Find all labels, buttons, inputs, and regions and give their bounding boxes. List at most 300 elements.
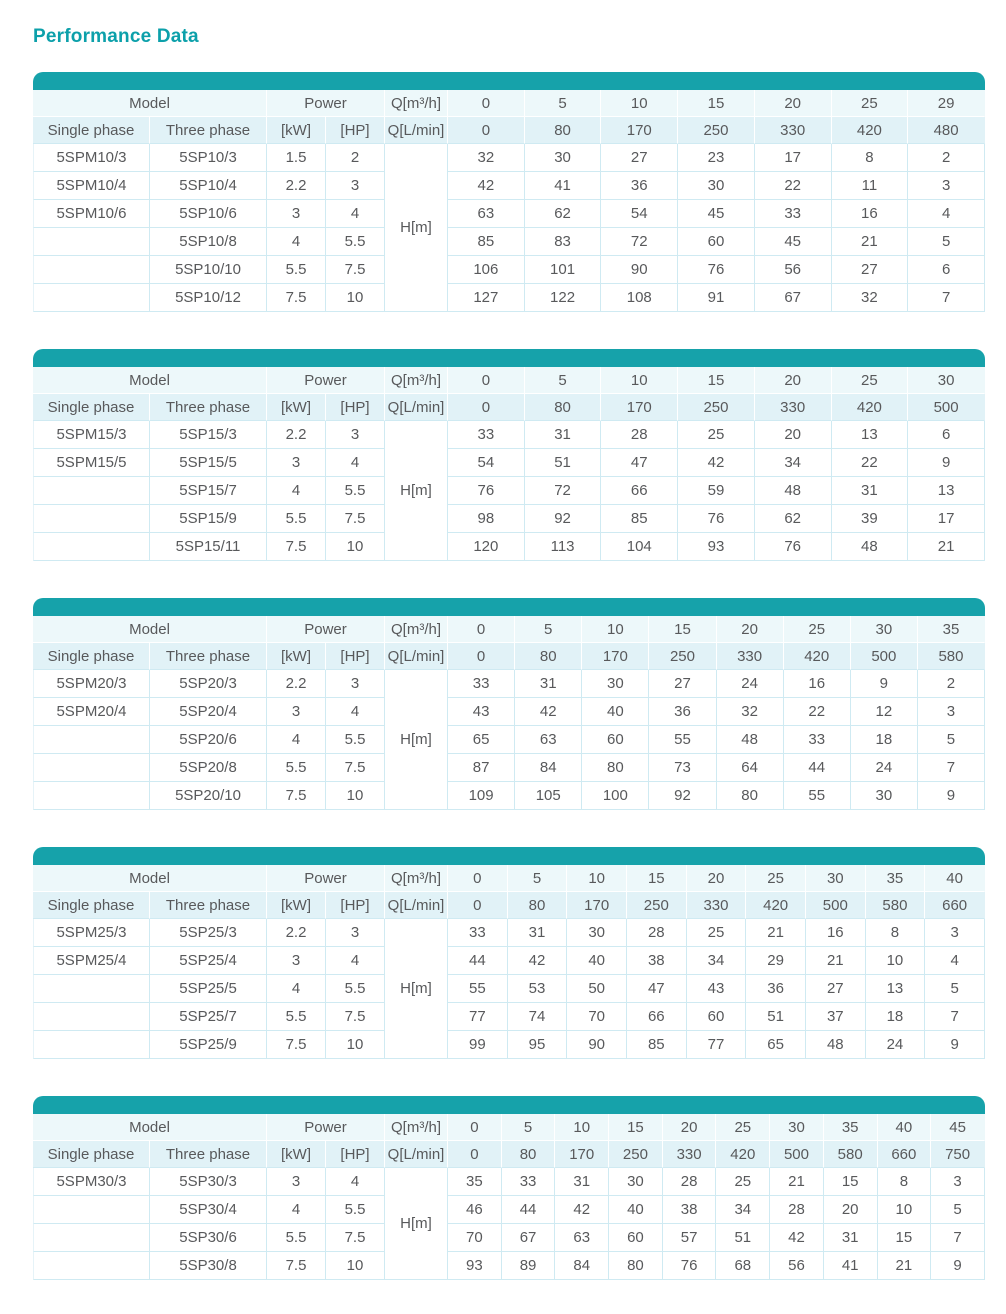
head-value-cell: 7: [931, 1224, 985, 1252]
head-value-cell: 18: [866, 1003, 926, 1031]
hp-cell: 10: [326, 1031, 385, 1059]
head-value-cell: 16: [806, 919, 866, 947]
head-value-cell: 24: [851, 754, 918, 782]
table-row: [33, 782, 985, 810]
single-phase-cell: [33, 505, 150, 533]
kw-cell: 3: [267, 698, 326, 726]
table-top-bar: [33, 847, 985, 865]
head-value-cell: 22: [784, 698, 851, 726]
head-value-cell: 77: [687, 1031, 747, 1059]
head-value-cell: 2: [918, 670, 985, 698]
head-value-cell: 55: [649, 726, 716, 754]
single-phase-header: Single phase: [33, 643, 150, 670]
hp-cell: 3: [326, 919, 385, 947]
head-unit-cell: H[m]: [385, 421, 448, 561]
head-value-cell: 87: [448, 754, 515, 782]
flow-lmin-value: 500: [851, 643, 918, 670]
head-value-cell: 34: [755, 449, 832, 477]
flow-m3h-value: 0: [448, 367, 525, 394]
single-phase-cell: [33, 754, 150, 782]
data-table: [33, 1114, 985, 1280]
flow-lmin-value: 480: [908, 117, 985, 144]
three-phase-cell: 5SP20/10: [150, 782, 267, 810]
head-value-cell: 60: [687, 1003, 747, 1031]
flow-lmin-value: 500: [806, 892, 866, 919]
head-value-cell: 18: [851, 726, 918, 754]
table-top-bar: [33, 349, 985, 367]
head-value-cell: 33: [448, 919, 508, 947]
flow-lmin-value: 420: [784, 643, 851, 670]
head-value-cell: 93: [448, 1252, 502, 1280]
single-phase-header: Single phase: [33, 394, 150, 421]
data-table: [33, 865, 985, 1059]
table-row: [33, 421, 985, 449]
single-phase-cell: [33, 782, 150, 810]
flow-m3h-value: 15: [678, 367, 755, 394]
head-value-cell: 34: [716, 1196, 770, 1224]
flow-lmin-label: Q[L/min]: [385, 117, 448, 144]
head-value-cell: 25: [678, 421, 755, 449]
head-value-cell: 41: [824, 1252, 878, 1280]
head-value-cell: 51: [525, 449, 602, 477]
head-value-cell: 66: [627, 1003, 687, 1031]
head-value-cell: 34: [687, 947, 747, 975]
table-row: [33, 1252, 985, 1280]
three-phase-cell: 5SP25/5: [150, 975, 267, 1003]
head-value-cell: 45: [755, 228, 832, 256]
flow-m3h-value: 35: [824, 1114, 878, 1141]
kw-header: [kW]: [267, 643, 326, 670]
hp-cell: 3: [326, 421, 385, 449]
flow-lmin-value: 250: [649, 643, 716, 670]
hp-cell: 5.5: [326, 228, 385, 256]
head-value-cell: 39: [832, 505, 909, 533]
flow-m3h-label: Q[m³/h]: [385, 865, 448, 892]
head-value-cell: 32: [717, 698, 784, 726]
head-value-cell: 15: [878, 1224, 932, 1252]
flow-lmin-value: 580: [824, 1141, 878, 1168]
head-value-cell: 6: [908, 256, 985, 284]
head-value-cell: 28: [601, 421, 678, 449]
single-phase-cell: [33, 533, 150, 561]
head-value-cell: 67: [755, 284, 832, 312]
flow-lmin-value: 0: [448, 892, 508, 919]
hp-cell: 3: [326, 172, 385, 200]
flow-lmin-value: 80: [508, 892, 568, 919]
model-header: Model: [33, 1114, 267, 1141]
three-phase-cell: 5SP10/6: [150, 200, 267, 228]
head-value-cell: 42: [508, 947, 568, 975]
three-phase-cell: 5SP10/4: [150, 172, 267, 200]
flow-m3h-value: 20: [663, 1114, 717, 1141]
head-value-cell: 66: [601, 477, 678, 505]
head-value-cell: 8: [866, 919, 926, 947]
three-phase-cell: 5SP15/5: [150, 449, 267, 477]
table-row: [33, 200, 985, 228]
flow-m3h-value: 30: [770, 1114, 824, 1141]
data-table: [33, 367, 985, 561]
three-phase-header: Three phase: [150, 643, 267, 670]
flow-lmin-value: 250: [627, 892, 687, 919]
three-phase-cell: 5SP20/3: [150, 670, 267, 698]
kw-header: [kW]: [267, 117, 326, 144]
head-value-cell: 28: [627, 919, 687, 947]
hp-cell: 10: [326, 533, 385, 561]
single-phase-cell: [33, 1196, 150, 1224]
head-value-cell: 36: [746, 975, 806, 1003]
head-value-cell: 122: [525, 284, 602, 312]
head-value-cell: 72: [525, 477, 602, 505]
model-header: Model: [33, 865, 267, 892]
flow-lmin-value: 250: [678, 117, 755, 144]
head-value-cell: 13: [866, 975, 926, 1003]
kw-cell: 1.5: [267, 144, 326, 172]
table-row: [33, 228, 985, 256]
hp-cell: 7.5: [326, 256, 385, 284]
head-value-cell: 44: [784, 754, 851, 782]
flow-lmin-value: 580: [918, 643, 985, 670]
table-row: [33, 1168, 985, 1196]
table-row: [33, 1003, 985, 1031]
single-phase-cell: [33, 256, 150, 284]
single-phase-cell: 5SPM10/4: [33, 172, 150, 200]
power-header: Power: [267, 90, 385, 117]
head-value-cell: 62: [525, 200, 602, 228]
head-value-cell: 37: [806, 1003, 866, 1031]
head-value-cell: 40: [582, 698, 649, 726]
hp-cell: 5.5: [326, 975, 385, 1003]
head-value-cell: 32: [832, 284, 909, 312]
head-value-cell: 9: [908, 449, 985, 477]
head-value-cell: 38: [627, 947, 687, 975]
hp-header: [HP]: [326, 394, 385, 421]
kw-header: [kW]: [267, 892, 326, 919]
head-value-cell: 60: [582, 726, 649, 754]
power-header: Power: [267, 616, 385, 643]
flow-lmin-value: 0: [448, 394, 525, 421]
kw-cell: 4: [267, 975, 326, 1003]
head-value-cell: 16: [832, 200, 909, 228]
flow-lmin-value: 420: [832, 117, 909, 144]
flow-lmin-value: 330: [717, 643, 784, 670]
head-value-cell: 12: [851, 698, 918, 726]
head-value-cell: 60: [678, 228, 755, 256]
head-value-cell: 65: [746, 1031, 806, 1059]
head-value-cell: 108: [601, 284, 678, 312]
head-value-cell: 27: [601, 144, 678, 172]
head-value-cell: 20: [824, 1196, 878, 1224]
head-value-cell: 48: [806, 1031, 866, 1059]
single-phase-cell: 5SPM30/3: [33, 1168, 150, 1196]
flow-lmin-value: 250: [609, 1141, 663, 1168]
kw-cell: 3: [267, 947, 326, 975]
head-value-cell: 90: [601, 256, 678, 284]
head-value-cell: 91: [678, 284, 755, 312]
single-phase-cell: 5SPM20/4: [33, 698, 150, 726]
table-top-bar: [33, 598, 985, 616]
head-value-cell: 85: [448, 228, 525, 256]
performance-table: [33, 847, 985, 1059]
head-value-cell: 9: [931, 1252, 985, 1280]
head-value-cell: 80: [609, 1252, 663, 1280]
head-value-cell: 47: [601, 449, 678, 477]
three-phase-header: Three phase: [150, 1141, 267, 1168]
flow-m3h-value: 25: [716, 1114, 770, 1141]
flow-lmin-value: 750: [931, 1141, 985, 1168]
head-value-cell: 46: [448, 1196, 502, 1224]
flow-m3h-value: 10: [582, 616, 649, 643]
head-value-cell: 48: [832, 533, 909, 561]
kw-cell: 5.5: [267, 754, 326, 782]
flow-lmin-value: 250: [678, 394, 755, 421]
head-value-cell: 64: [717, 754, 784, 782]
head-value-cell: 21: [770, 1168, 824, 1196]
head-value-cell: 31: [525, 421, 602, 449]
head-value-cell: 17: [755, 144, 832, 172]
performance-table: [33, 349, 985, 561]
head-value-cell: 30: [678, 172, 755, 200]
head-value-cell: 27: [806, 975, 866, 1003]
head-value-cell: 50: [567, 975, 627, 1003]
kw-cell: 7.5: [267, 533, 326, 561]
flow-m3h-value: 5: [508, 865, 568, 892]
head-value-cell: 3: [908, 172, 985, 200]
head-value-cell: 43: [448, 698, 515, 726]
head-value-cell: 21: [746, 919, 806, 947]
head-value-cell: 15: [824, 1168, 878, 1196]
head-value-cell: 54: [448, 449, 525, 477]
tables-container: [33, 72, 985, 1280]
flow-m3h-label: Q[m³/h]: [385, 90, 448, 117]
kw-cell: 4: [267, 228, 326, 256]
head-value-cell: 44: [448, 947, 508, 975]
three-phase-cell: 5SP30/4: [150, 1196, 267, 1224]
head-value-cell: 5: [908, 228, 985, 256]
single-phase-header: Single phase: [33, 117, 150, 144]
head-value-cell: 28: [770, 1196, 824, 1224]
head-value-cell: 31: [508, 919, 568, 947]
head-value-cell: 41: [525, 172, 602, 200]
head-value-cell: 29: [746, 947, 806, 975]
head-unit-cell: H[m]: [385, 919, 448, 1059]
flow-lmin-label: Q[L/min]: [385, 643, 448, 670]
hp-header: [HP]: [326, 643, 385, 670]
head-value-cell: 30: [609, 1168, 663, 1196]
head-value-cell: 33: [784, 726, 851, 754]
flow-lmin-value: 170: [555, 1141, 609, 1168]
head-value-cell: 30: [525, 144, 602, 172]
head-value-cell: 5: [925, 975, 985, 1003]
single-phase-cell: 5SPM25/3: [33, 919, 150, 947]
head-value-cell: 70: [567, 1003, 627, 1031]
head-value-cell: 24: [717, 670, 784, 698]
head-value-cell: 10: [878, 1196, 932, 1224]
head-value-cell: 73: [649, 754, 716, 782]
head-value-cell: 90: [567, 1031, 627, 1059]
head-value-cell: 27: [649, 670, 716, 698]
three-phase-cell: 5SP10/3: [150, 144, 267, 172]
head-value-cell: 51: [716, 1224, 770, 1252]
hp-cell: 5.5: [326, 1196, 385, 1224]
head-value-cell: 92: [525, 505, 602, 533]
kw-header: [kW]: [267, 1141, 326, 1168]
table-row: [33, 505, 985, 533]
head-value-cell: 38: [663, 1196, 717, 1224]
head-value-cell: 5: [931, 1196, 985, 1224]
head-value-cell: 43: [687, 975, 747, 1003]
head-value-cell: 22: [832, 449, 909, 477]
head-value-cell: 104: [601, 533, 678, 561]
head-value-cell: 7: [925, 1003, 985, 1031]
head-value-cell: 60: [609, 1224, 663, 1252]
hp-cell: 7.5: [326, 1224, 385, 1252]
head-value-cell: 30: [567, 919, 627, 947]
table-row: [33, 1196, 985, 1224]
hp-cell: 10: [326, 782, 385, 810]
power-header: Power: [267, 865, 385, 892]
kw-cell: 4: [267, 477, 326, 505]
head-value-cell: 31: [832, 477, 909, 505]
flow-lmin-value: 580: [866, 892, 926, 919]
head-value-cell: 63: [515, 726, 582, 754]
head-value-cell: 40: [567, 947, 627, 975]
power-header: Power: [267, 367, 385, 394]
head-value-cell: 83: [525, 228, 602, 256]
flow-m3h-value: 30: [806, 865, 866, 892]
head-value-cell: 33: [755, 200, 832, 228]
head-value-cell: 36: [649, 698, 716, 726]
head-value-cell: 109: [448, 782, 515, 810]
head-value-cell: 13: [832, 421, 909, 449]
head-value-cell: 76: [678, 505, 755, 533]
head-value-cell: 10: [866, 947, 926, 975]
head-value-cell: 92: [649, 782, 716, 810]
head-value-cell: 55: [448, 975, 508, 1003]
head-value-cell: 33: [448, 421, 525, 449]
head-value-cell: 40: [609, 1196, 663, 1224]
flow-m3h-value: 35: [918, 616, 985, 643]
head-value-cell: 42: [515, 698, 582, 726]
table-row: [33, 754, 985, 782]
three-phase-cell: 5SP15/11: [150, 533, 267, 561]
hp-cell: 5.5: [326, 477, 385, 505]
head-value-cell: 31: [824, 1224, 878, 1252]
single-phase-cell: 5SPM10/3: [33, 144, 150, 172]
performance-table: [33, 598, 985, 810]
head-value-cell: 76: [448, 477, 525, 505]
head-value-cell: 76: [755, 533, 832, 561]
single-phase-cell: [33, 1252, 150, 1280]
head-value-cell: 7: [908, 284, 985, 312]
flow-lmin-value: 500: [770, 1141, 824, 1168]
head-value-cell: 36: [601, 172, 678, 200]
flow-m3h-value: 10: [601, 90, 678, 117]
flow-m3h-value: 40: [925, 865, 985, 892]
data-table: [33, 90, 985, 312]
head-value-cell: 120: [448, 533, 525, 561]
flow-lmin-value: 420: [746, 892, 806, 919]
table-row: [33, 726, 985, 754]
flow-m3h-value: 5: [502, 1114, 556, 1141]
head-value-cell: 11: [832, 172, 909, 200]
flow-m3h-value: 0: [448, 865, 508, 892]
head-value-cell: 22: [755, 172, 832, 200]
flow-m3h-value: 20: [717, 616, 784, 643]
head-value-cell: 9: [851, 670, 918, 698]
three-phase-cell: 5SP10/12: [150, 284, 267, 312]
single-phase-cell: [33, 726, 150, 754]
head-value-cell: 44: [502, 1196, 556, 1224]
flow-m3h-value: 15: [627, 865, 687, 892]
head-unit-cell: H[m]: [385, 1168, 448, 1280]
single-phase-cell: 5SPM10/6: [33, 200, 150, 228]
table-top-bar: [33, 1096, 985, 1114]
hp-cell: 10: [326, 284, 385, 312]
flow-m3h-value: 5: [525, 367, 602, 394]
three-phase-cell: 5SP30/3: [150, 1168, 267, 1196]
head-value-cell: 28: [663, 1168, 717, 1196]
kw-cell: 2.2: [267, 919, 326, 947]
single-phase-cell: 5SPM25/4: [33, 947, 150, 975]
flow-m3h-value: 35: [866, 865, 926, 892]
table-row: [33, 919, 985, 947]
kw-cell: 2.2: [267, 421, 326, 449]
head-value-cell: 53: [508, 975, 568, 1003]
flow-lmin-value: 660: [878, 1141, 932, 1168]
head-value-cell: 9: [918, 782, 985, 810]
flow-m3h-value: 5: [525, 90, 602, 117]
head-value-cell: 68: [716, 1252, 770, 1280]
three-phase-cell: 5SP25/3: [150, 919, 267, 947]
flow-lmin-value: 330: [755, 394, 832, 421]
table-row: [33, 477, 985, 505]
table-row: [33, 449, 985, 477]
kw-header: [kW]: [267, 394, 326, 421]
model-header: Model: [33, 616, 267, 643]
flow-lmin-label: Q[L/min]: [385, 394, 448, 421]
kw-cell: 3: [267, 449, 326, 477]
head-value-cell: 48: [717, 726, 784, 754]
single-phase-cell: [33, 284, 150, 312]
head-value-cell: 85: [627, 1031, 687, 1059]
flow-lmin-value: 420: [716, 1141, 770, 1168]
flow-m3h-value: 45: [931, 1114, 985, 1141]
head-value-cell: 98: [448, 505, 525, 533]
table-row: [33, 975, 985, 1003]
head-value-cell: 62: [755, 505, 832, 533]
head-value-cell: 85: [601, 505, 678, 533]
flow-lmin-value: 80: [502, 1141, 556, 1168]
model-header: Model: [33, 90, 267, 117]
table-row: [33, 284, 985, 312]
head-value-cell: 100: [582, 782, 649, 810]
single-phase-header: Single phase: [33, 1141, 150, 1168]
single-phase-cell: 5SPM20/3: [33, 670, 150, 698]
flow-m3h-value: 5: [515, 616, 582, 643]
table-row: [33, 1031, 985, 1059]
kw-cell: 2.2: [267, 172, 326, 200]
flow-lmin-label: Q[L/min]: [385, 892, 448, 919]
flow-m3h-value: 20: [687, 865, 747, 892]
three-phase-cell: 5SP25/9: [150, 1031, 267, 1059]
head-value-cell: 8: [832, 144, 909, 172]
head-value-cell: 16: [784, 670, 851, 698]
hp-cell: 4: [326, 698, 385, 726]
flow-m3h-value: 25: [746, 865, 806, 892]
flow-lmin-value: 170: [601, 117, 678, 144]
flow-lmin-value: 500: [908, 394, 985, 421]
head-value-cell: 45: [678, 200, 755, 228]
